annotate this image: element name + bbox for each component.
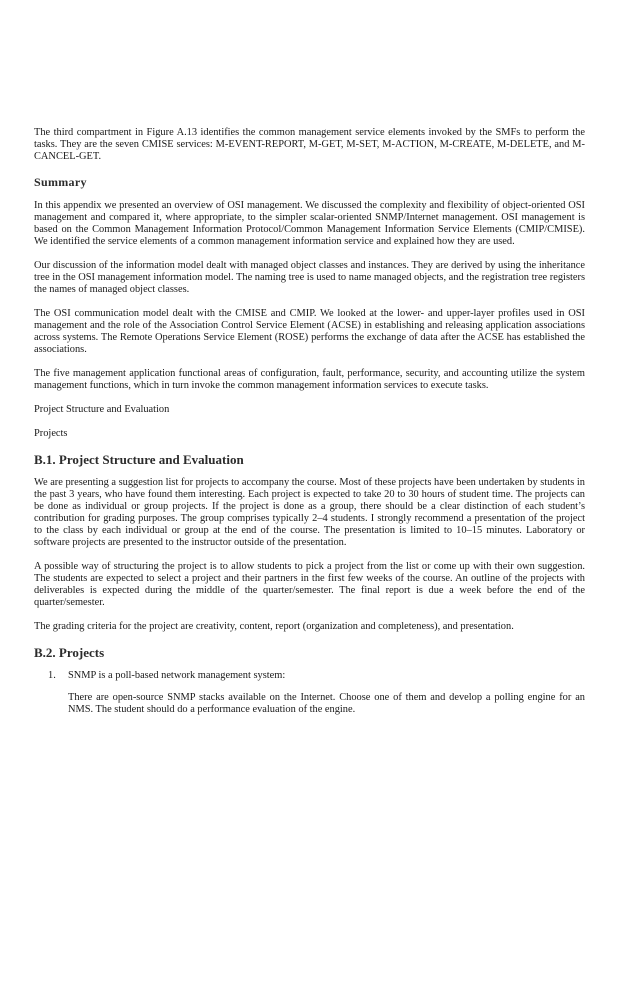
project-list <box>34 670 585 716</box>
summary-heading: Summary <box>34 175 87 189</box>
section-b1-paragraph-3: The grading criteria for the project are creativity, content, report (organization and completeness), and presentation. <box>34 621 514 632</box>
summary-paragraph-1: In this appendix we presented an overview of OSI management. We discussed the complexity and flexibility of object-oriented OSI management and compared it, where appropriate, to the simpler scalar-oriented SNMP/Internet management. OSI management is based on the Common Management Information Protocol/Common Management Information Service Elements (CMIP/CMISE). We identified the service elements of a common management information service and explained how they are used. <box>34 200 585 247</box>
section-b2-heading: B.2. Projects <box>34 645 105 660</box>
intro-paragraph: The third compartment in Figure A.13 identifies the common management service elements invoked by the SMFs to perform the tasks. They are the seven CMISE services: M-EVENT-REPORT, M-GET, M-SET, M-ACTION, M-CREATE, M-DELETE, and M-CANCEL-GET. <box>34 127 585 162</box>
project-description: There are open-source SNMP stacks available on the Internet. Choose one of them and develop a polling engine for an NMS. The student should do a performance evaluation of the engine. <box>68 692 585 715</box>
summary-paragraph-3: The OSI communication model dealt with the CMISE and CMIP. We looked at the lower- and upper-layer profiles used in OSI management and the role of the Association Control Service Element (ACSE) in establishing and releasing application associations across systems. The Remote Operations Service Element (ROSE) performs the exchange of data after the ACSE has established the associations. <box>34 308 585 355</box>
section-b1-heading: B.1. Project Structure and Evaluation <box>34 452 244 467</box>
toc-projects: Projects <box>34 428 68 439</box>
project-number: 1. <box>48 670 56 681</box>
list-item <box>34 670 585 716</box>
project-title: SNMP is a poll-based network management system: <box>68 670 286 681</box>
summary-paragraph-2: Our discussion of the information model dealt with managed object classes and instances. They are derived by using the inheritance tree in the OSI management information model. The naming tree is used to name managed objects, and the registration tree registers the names of managed object classes. <box>34 260 585 295</box>
section-b1-paragraph-2: A possible way of structuring the project is to allow students to pick a project from the list or come up with their own suggestion. The students are expected to select a project and their partners in the first few weeks of the course. An outline of the projects with deliverables is expected during the middle of the quarter/semester. The final report is due a week before the end of the quarter/semester. <box>34 561 585 608</box>
document-page <box>34 127 585 726</box>
section-b1-paragraph-1: We are presenting a suggestion list for projects to accompany the course. Most of these projects have been undertaken by students in the past 3 years, who have found them interesting. Each project is expected to take 20 to 30 hours of student time. The projects can be done as individual or group projects. If the project is done as a group, there should be a clear distinction of each student’s contribution for grading purposes. The group comprises typically 2–4 students. I strongly recommend a presentation of the project to the class by each individual or group at the end of the course. The presentation is limited to 10–15 minutes. Laboratory or software projects are presented to the instructor outside of the presentation. <box>34 477 585 548</box>
toc-project-structure: Project Structure and Evaluation <box>34 404 170 415</box>
summary-paragraph-4: The five management application functional areas of configuration, fault, performance, security, and accounting utilize the system management functions, which in turn invoke the common management information services to execute tasks. <box>34 368 585 391</box>
